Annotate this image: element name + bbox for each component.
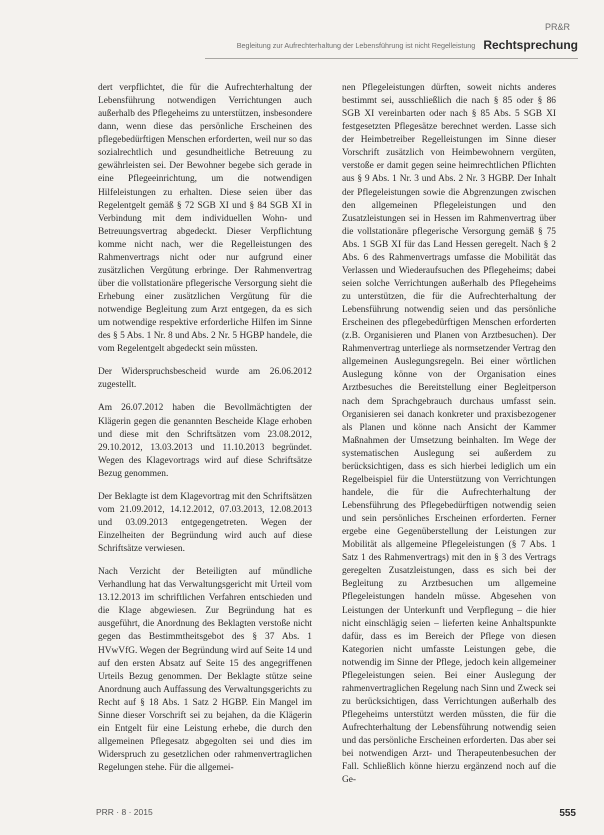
paragraph: Am 26.07.2012 haben die Bevollmächtigten der Klägerin gegen die genannten Bescheide Klage erhoben und diese mit den Schriftsätzen vom 23.08.2012, 29.10.2012, 13.03.2013 und 11.10.2013 begründet. Wegen des Klagevortrags wird auf diese Schriftsätze Bezug genommen.: [98, 403, 312, 479]
running-header-subtitle: Begleitung zur Aufrechterhaltung der Lebensführung ist nicht Regelleistung: [236, 40, 476, 50]
paragraph: Der Beklagte ist dem Klagevortrag mit den Schriftsätzen vom 21.09.2012, 14.12.2012, 07.03.2013, 12.08.2013 und 03.09.2013 entgegengetreten. Wegen der Einzelheiten der Begründung wird auch auf diese Schriftsätze verwiesen.: [98, 491, 312, 555]
running-header: [222, 38, 578, 52]
paragraph: Nach Verzicht der Beteiligten auf mündliche Verhandlung hat das Verwaltungsgericht mit Urteil vom 13.12.2013 im schriftlichen Verfahren entschieden und die Klage abgewiesen. Zur Begründung hat es ausgeführt, die Anordnung des Beklagten verstoße nicht gegen das Bestimmtheitsgebot des § 37 Abs. 1 HVwVfG. Wegen der Begründung wird auf Seite 14 und auf den ersten Absatz auf Seite 15 des angegriffenen Urteils Bezug genommen. Der Beklagte stütze seine Anordnung auch Auffassung des Verwaltungsgerichts zu Recht auf § 18 Abs. 1 Satz 2 HGBP. Ein Mangel im Sinne dieser Vorschrift sei zu bejahen, da die Klägerin ein Entgelt für eine Leistung erhebe, die durch den allgemeinen Pflegesatz abgegolten sei und dies im Widerspruch zu gesetzlichen oder rahmenvertraglichen Regelungen stehe. Für die allgemei-: [98, 567, 312, 774]
page-number: 555: [559, 808, 576, 819]
paragraph: dert verpflichtet, die für die Aufrechterhaltung der Lebensführung notwendigen Verrichtungen auch außerhalb des Pflegeheims zu unterstützen, insbesondere dann, wenn diese das persönliche Erscheinen des pflegebedürftigen Menschen erforderten, weil nur so das sozialrechtlich und gesundheitliche Betreuung zu gewährleisten sei. Der Bewohner begebe sich gerade in eine Pflegeeinrichtung, um die notwendigen Hilfeleistungen zu erhalten. Diese seien über das Regelentgelt gemäß § 72 SGB XI und § 84 SGB XI in Verbindung mit dem individuellen Wohn- und Betreuungsvertrag abgedeckt. Dieser Verpflichtung komme nicht nach, wer die Regelleistungen des Rahmenvertrags nicht oder nur aufgrund einer zusätzlichen Vergütung erbringe. Der Rahmenvertrag über die vollstationäre pflegerische Versorgung sieht die Erhebung einer zusätzlichen Vergütung für die notwendige Begleitung zum Arzt entgegen, da es sich um notwendige respektive erforderliche Hilfen im Sinne des § 5 Abs. 1 Nr. 8 und Abs. 2 Nr. 5 HGBP handele, die vom Regelentgelt abgedeckt sein müssten.: [98, 83, 312, 355]
journal-mark: PR&R: [544, 22, 570, 32]
section-title: Rechtsprechung: [483, 38, 578, 52]
paragraph: Der Widerspruchsbescheid wurde am 26.06.2012 zugestellt.: [98, 367, 312, 391]
text-column-right: [342, 82, 556, 797]
issue-label: PRR · 8 · 2015: [96, 807, 153, 817]
text-column-left: [98, 82, 312, 785]
header-divider: [205, 58, 578, 59]
paragraph: nen Pflegeleistungen dürften, soweit nichts anderes bestimmt sei, ausschließlich die nach § 85 oder § 86 SGB XI vereinbarten oder nach § 85 Abs. 5 SGB XI festgesetzten Pflegesätze berechnet werden. Lasse sich der Heimbetreiber Regelleistungen im Sinne dieser Vorschrift zusätzlich von Heimbewohnern vergüten, verstoße er damit gegen seine heimrechtlichen Pflichten aus § 9 Abs. 1 Nr. 3 und Abs. 2 Nr. 3 HGBP. Der Inhalt der Pflegeleistungen sowie die Abgrenzungen zwischen den allgemeinen Pflegeleistungen und den Zusatzleistungen sei in Hessen im Rahmenvertrag über die vollstationäre pflegerische Versorgung gemäß § 75 Abs. 1 SGB XI für das Land Hessen geregelt. Nach § 2 Abs. 6 des Rahmenvertrags umfasse die Mobilität das Verlassen und Wiederaufsuchen des Pflegeheims; dabei seien solche Verrichtungen außerhalb des Pflegeheims zu unterstützen, die für die Aufrechterhaltung der Lebensführung notwendig seien und das persönliche Erscheinen des pflegebedürftigen Menschen erforderten (z.B. Organisieren und Planen von Arztbesuchen). Der Rahmenvertrag unterliege als normsetzender Vertrag den allgemeinen Auslegungsregeln. Bei einer wörtlichen Auslegung könne von der Organisation eines Arztbesuches die Bereitstellung einer Begleitperson nach dem Sprachgebrauch durchaus umfasst sein. Organisieren sei danach konkreter und praxisbezogener als Planen und könne nach Ansicht der Kammer Maßnahmen der Umsetzung beinhalten. Im Wege der systematischen Auslegung sei außerdem zu berücksichtigen, dass es sich hierbei lediglich um ein Regelbeispiel für die Unterstützung von Verrichtungen handele, die für die Aufrechterhaltung der Lebensführung des Pflegebedürftigen notwendig seien und sein persönliches Erscheinen erforderten. Ferner ergebe eine Gegenüberstellung der Leistungen zur Mobilität als allgemeine Pflegeleistungen (§ 7 Abs. 1 Satz 1 des Rahmenvertrags) mit den in § 3 des Vertrags geregelten Zusatzleistungen, dass es sich bei der Begleitung zu Arztbesuchen um allgemeine Pflegeleistungen handeln müsse. Abgesehen von Leistungen der Unterkunft und Verpflegung – die hier nicht einschlägig seien – lieferten keine Anhaltspunkte dafür, dass es im Bereich der Pflege von diesen Kategorien nicht umfasste Leistungen gebe, die notwendig im Sinne der Pflege, jedoch kein allgemeiner Pflegeleistungen seien. Bei einer Auslegung der rahmenvertraglichen Regelung nach Sinn und Zweck sei zu berücksichtigen, dass Verrichtungen außerhalb des Pflegeheims unterstützt werden müssten, die für die Aufrechterhaltung der Lebensführung notwendig seien und das persönliche Erscheinen erforderten. Das aber sei bei notwendigen Arzt- und Therapeutenbesuchen der Fall. Schließlich könne hierzu ergänzend noch auf die Ge-: [342, 83, 556, 786]
